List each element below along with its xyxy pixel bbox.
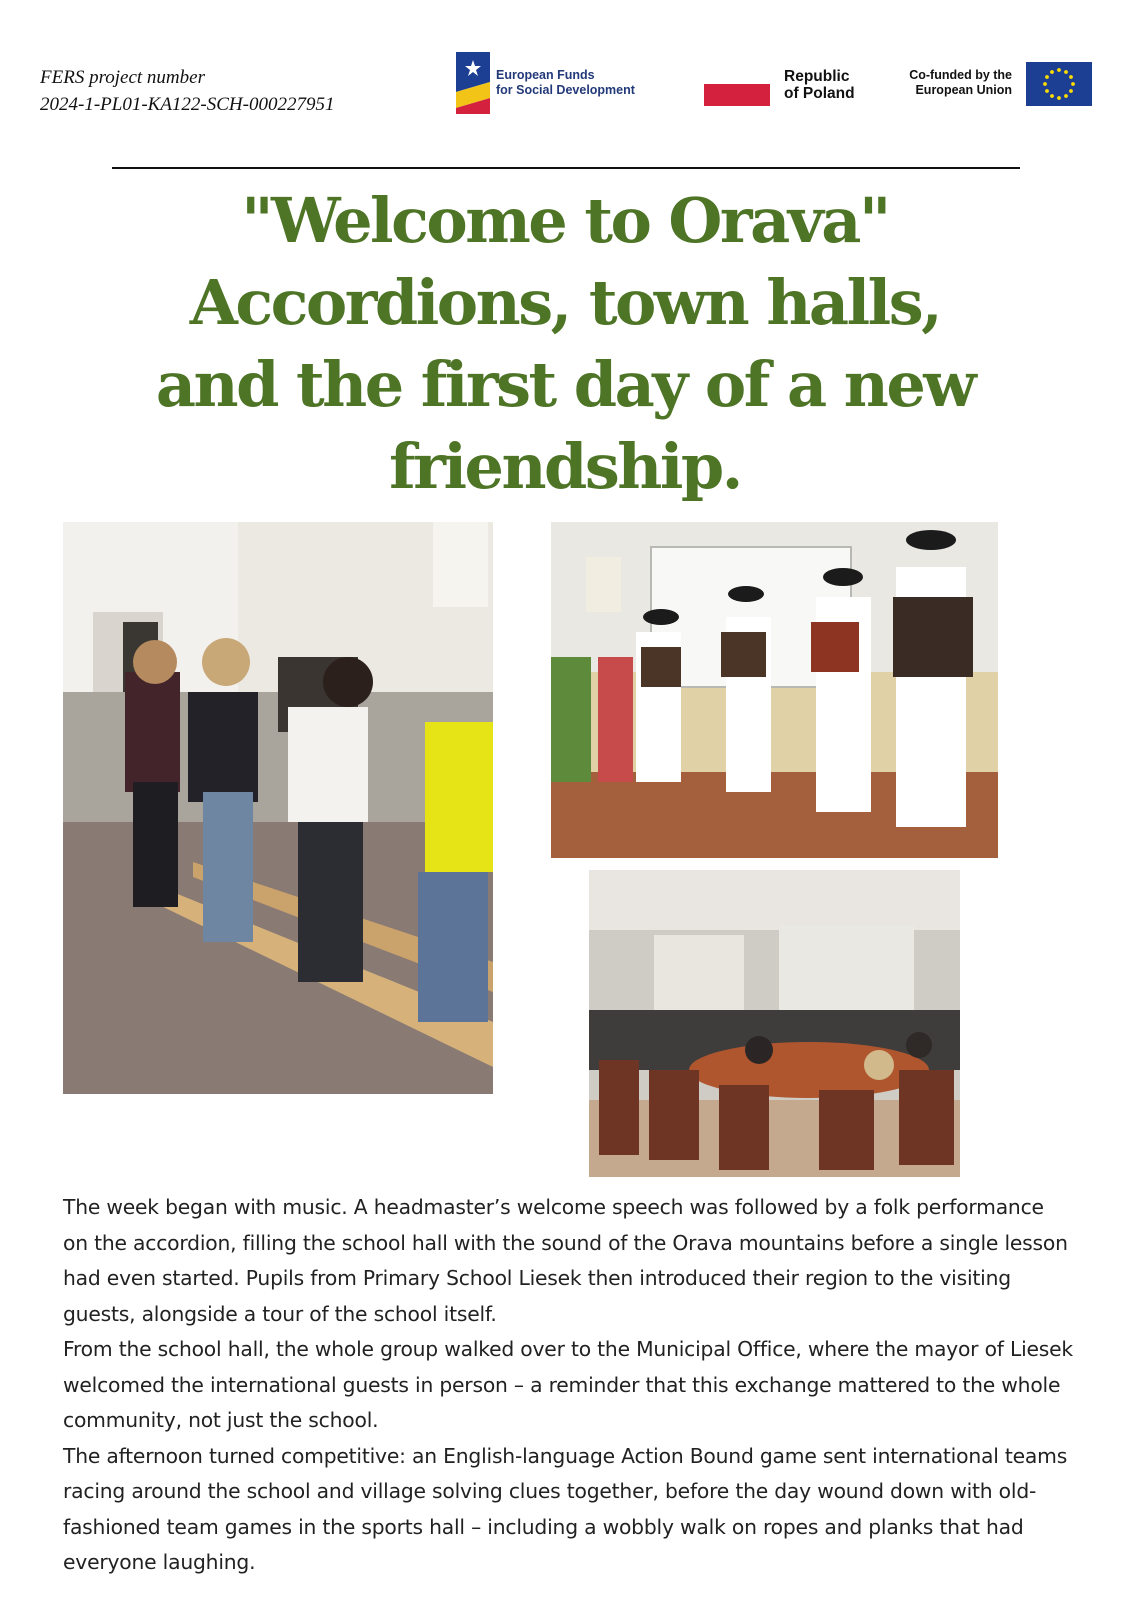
photo-students-plank-walk: [63, 522, 493, 1094]
title-line-2: Accordions, town halls,: [189, 266, 941, 339]
republic-of-poland-logo: [704, 64, 874, 108]
project-number: 2024-1-PL01-KA122-SCH-000227951: [40, 94, 335, 115]
project-number-block: [40, 64, 420, 118]
efsd-logo-text: European Funds for Social Development: [496, 68, 635, 97]
page-title: [60, 180, 1070, 508]
eu-logo-text: Co-funded by the European Union: [909, 68, 1012, 97]
eu-flag-icon: [1026, 62, 1092, 106]
poland-flag-icon: [704, 64, 770, 106]
paragraph-1: The week began with music. A headmaster’s welcome speech was followed by a folk performance on the accordion, filling the school hall with the sound of the Orava mountains before a single lesson had even started. Pupils from Primary School Liesek then introduced their region to the visiting guests, alongside a tour of the school itself.: [63, 1195, 1068, 1326]
photo-folk-accordion-performance: [551, 522, 998, 858]
title-line-1: "Welcome to Orava": [241, 184, 889, 257]
efsd-flag-icon: [456, 52, 490, 114]
paragraph-2: From the school hall, the whole group walked over to the Municipal Office, where the mayor of Liesek welcomed the international guests in person – a reminder that this exchange mattered to the whole community, not just the school.: [63, 1337, 1073, 1432]
poland-logo-text: Republic of Poland: [784, 68, 855, 102]
paragraph-3: The afternoon turned competitive: an English-language Action Bound game sent international teams racing around the school and village solving clues together, before the day wound down with old-fashioned team games in the sports hall – including a wobbly walk on ropes and planks that had everyone laughing.: [63, 1443, 1068, 1574]
project-label: FERS project number: [40, 67, 205, 88]
title-line-4: friendship.: [389, 430, 741, 503]
photo-meeting-room-group: [589, 870, 960, 1177]
header-divider: [112, 167, 1020, 169]
article-body: [63, 1190, 1073, 1581]
eu-cofunded-logo: [902, 62, 1092, 110]
title-line-3: and the first day of a new: [155, 348, 975, 421]
european-funds-logo: [456, 52, 646, 114]
